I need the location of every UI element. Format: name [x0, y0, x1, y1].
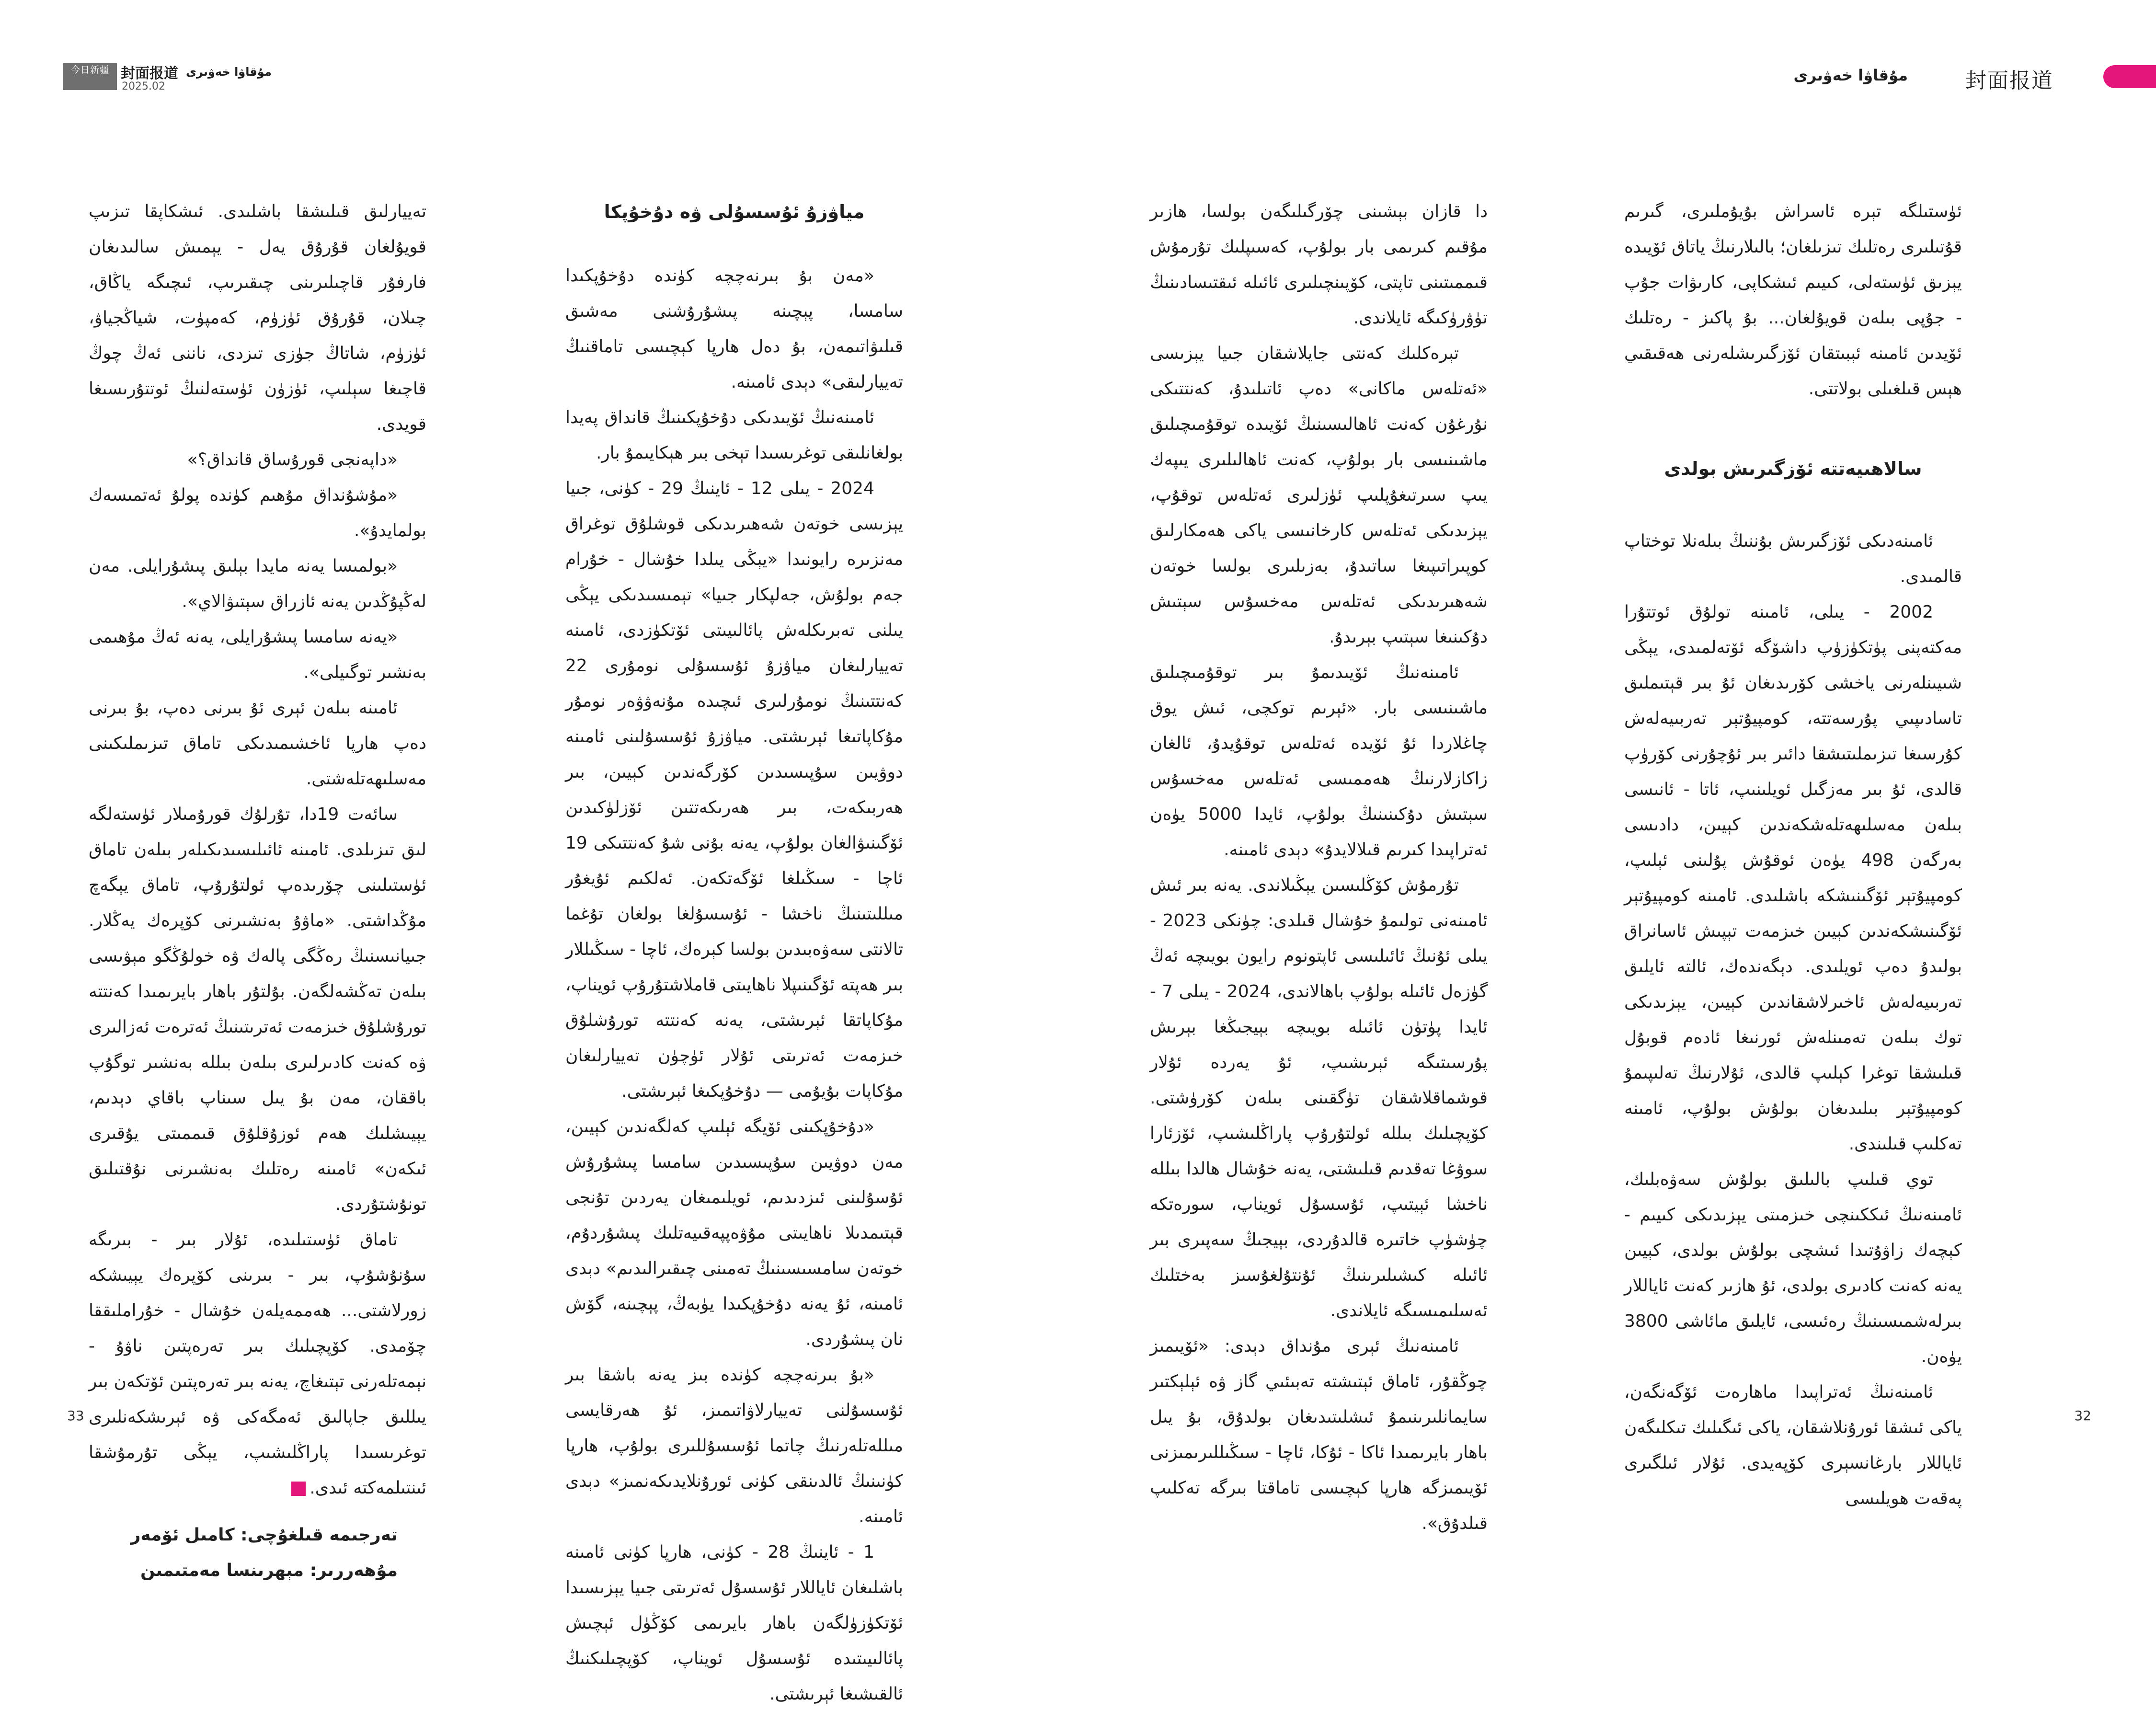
paragraph: «بولمىسا يەنە مايدا بېلىق پىشۇرايلى. مەن لەڭپۇڭدىن يەنە ئازراق سېتىۋالاي».	[89, 556, 426, 611]
paragraph: تەييارلىق قىلىشقا باشلىدى. ئىشكاپقا تىزىپ قويۇلغان قۇرۇق يەل - يېمىش سالىدىغان فارفۇر قاچىلىرىنى چىقىرىپ، ئىچىگە ياڭاق، چىلان، قۇرۇق ئۈزۈم، كەمپۈت، شياڭجياۋ، ئۈزۈم، شاتاڭ جۈزى تىزدى، ناننى ئەڭ چوڭ قاچىغا سېلىپ، ئۈزۈن ئۈستەلنىڭ ئوتتۇرىسىغا قويدى.	[89, 202, 426, 434]
paragraph: تېرەكلىك كەنتى جايلاشقان جىيا يېزىسى «ئەتلەس ماكانى» دەپ ئاتىلىدۇ، كەنتتىكى نۇرغۇن كەنت ئاھالىسىنىڭ ئۆيىدە توقۇمىچىلىق ماشىنىسى بار بولۇپ، كەنت ئاھالىلىرى يىپەك يىپ سىرتىغۇپلىپ ئۈزلىرى ئەتلەس توقۇپ، يېزىدىكى ئەتلەس كارخانىسى ياكى ھەمكارلىق كوپىراتىپىغا ساتىدۇ، بەزىلىرى بولسا خوتەن شەھىرىدىكى ئەتلەس مەخسۇس سېتىش دۇكىنىغا سېتىپ بېرىدۇ.	[1150, 344, 1488, 647]
accent-tab	[2103, 65, 2156, 88]
article-column-4	[89, 194, 426, 1580]
section-title-uyghur: مۇقاۋا خەۋىرى	[186, 65, 272, 79]
section-heading: سالاھىيەتتە ئۆزگىرىش بولدى	[1664, 458, 1922, 479]
paragraph: دا قازان بېشىنى چۆرگىلىگەن بولسا، ھازىر مۇقىم كىرىمى بار بولۇپ، كەسىپلىك تۇرمۇش قىممىتىنى تاپتى، كۆپىنچىلىرى ئائىلە ئىقتىسادىنىڭ تۈۋرۈكىگە ئايلاندى.	[1150, 202, 1488, 328]
paragraph: ئامىنەدىكى ئۆزگىرىش بۇننىڭ بىلەنلا توختاپ قالمىدى.	[1624, 531, 1962, 586]
article-column-2	[1150, 194, 1488, 1533]
paragraph: ئامىنە بىلەن ئېرى ئۇ بىرنى دەپ، بۇ بىرنى دەپ ھارپا ئاخشىمىدىكى تاماق تىزىملىكىنى مەسلىھەتلەشتى.	[89, 698, 426, 789]
magazine-logo: 今日新疆	[63, 63, 117, 90]
page-number-right: 32	[2074, 1408, 2091, 1424]
paragraph: 2024 - يىلى 12 - ئاينىڭ 29 - كۈنى، جىيا يېزىسى خوتەن شەھىرىدىكى قوشلۇق توغراق مەنزىرە رايونىدا «يېڭى يىلدا خۇشال - خۇرام جەم بولۇش، جەلپكار جىيا» تېمىسىدىكى يېڭى يىلنى تەبرىكلەش پائالىيىتى ئۆتكۈزدى، ئامىنە تەييارلىغان مياۋزۇ ئۇسسۇلى نومۇرى 22 كەنتتىنىڭ نومۇرلىرى ئىچىدە مۇنەۋۋەر نومۇر مۇكاپاتىغا ئېرىشتى. مياۋزۇ ئۇسسۇلىنى ئامىنە دوۋيىن سۇپىسىدىن كۆرگەندىن كېيىن، بىر ھەربىكەت، بىر ھەرىكەتتىن ئۆزلۈكىدىن ئۆگىنىۋالغان بولۇپ، يەنە بۇنى شۇ كەنتتىكى 19 ئاچا - سىڭىلغا ئۆگەتكەن. ئەلكىم ئۇيغۇر مىللىتىنىڭ ناخشا - ئۇسسۇلغا بولغان تۇغما تالانتى سەۋەبىدىن بولسا كېرەك، ئاچا - سىڭىللار بىر ھەپتە ئۆگىنىپلا ناھايىتى قاملاشتۇرۇپ ئويناپ، مۇكاپاتقا ئېرىشتى، يەنە كەنتتە تورۇشلۇق خىزمەت ئەترىتى ئۇلار ئۈچۈن تەييارلىغان مۇكاپات بۇيۇمى — دۇخۇپكىغا ئېرىشتى.	[565, 479, 903, 1101]
paragraph: «بۇ بىرنەچچە كۈندە بىز يەنە باشقا بىر ئۇسسۇلنى تەييارلاۋاتىمىز، ئۇ ھەرقايسى مىللەتلەرنىڭ چاتما ئۇسسۇللىرى بولۇپ، ھارپا كۈنىنىڭ ئالدىنقى كۈنى ئورۇنلايدىكەنمىز» دېدى ئامىنە.	[565, 1365, 903, 1527]
header-right	[1793, 58, 2156, 93]
paragraph: «مۇشۇنداق مۇھىم كۈندە پولۇ ئەتمىسەك بولمايدۇ».	[89, 485, 426, 540]
paragraph: ئۈستىلگە تېرە ئاسراش بۇيۇملىرى، گىرىم قۇتىلىرى رەتلىك تىزىلغان؛ بالىلارنىڭ ياتاق ئۆيىدە يېزىق ئۈستەلى، كىيىم ئىشكاپى، كارىۋات جۇپ - جۇپى بىلەن قويۇلغان... بۇ پاكىز - رەتلىك ئۆيدىن ئامىنە ئېبىتقان ئۆزگىرىشلەرنى ھەقىقىي ھېس قىلغىلى بولاتتى.	[1624, 202, 1962, 399]
paragraph: «دۇخۇپكىنى ئۆيگە ئېلىپ كەلگەندىن كېيىن، مەن دوۋيىن سۇپىسىدىن سامسا پىشۇرۇش ئۇسۇلىنى ئىزدىدىم، ئويلىمىغان يەردىن تۇنجى قېتىمدىلا ناھايىتى مۇۋەپپەقىيەتلىك پىشۇردۇم، خوتەن سامسىسىنىڭ تەمىنى چىقىرالىدىم» دېدى ئامىنە، ئۇ يەنە دۇخۇپكىدا يۈبەڭ، پېچىنە، گۆش نان پىشۇردى.	[565, 1117, 903, 1349]
paragraph: ئامىنەنىڭ ئۆيىدىكى دۇخۇپكىنىڭ قانداق پەيدا بولغانلىقى توغرىسىدا تېخى بىر ھېكايىمۇ بار.	[565, 408, 903, 463]
paragraph: توي قىلىپ بالىلىق بولۇش سەۋەبلىك، ئامىنەنىڭ ئىككىنچى خىزمىتى يېزىدىكى كىيىم - كېچەك زاۋۇتىدا ئىشچى بولۇش بولدى، كېيىن يەنە كەنت كادىرى بولدى، ئۇ ھازىر كەنت ئاياللار بىرلەشمىسىنىڭ رەئىسى، ئايلىق مائاشى 3800 يۈەن.	[1624, 1170, 1962, 1367]
paragraph	[89, 1222, 426, 1506]
article-end-mark: J	[291, 1482, 306, 1496]
paragraph: 1 - ئاينىڭ 28 - كۈنى، ھارپا كۈنى ئامىنە باشلىغان ئاياللار ئۇسسۇل ئەترىتى جىيا يېزىسىدا ئۆتكۈزۈلگەن باھار بايرىمى كۆڭۈل ئېچىش پائالىيىتىدە ئۇسسۇل ئويناپ، كۆپچىلىكنىڭ ئالقىشىغا ئېرىشتى.	[565, 1542, 903, 1704]
paragraph: «داپەنجى قورۇساق قانداق؟»	[187, 450, 398, 470]
section-title: 封面报道	[121, 65, 178, 82]
paragraph: ئامىنەنىڭ ئەتراپىدا ماھارەت ئۆگەنگەن، ياكى ئىشقا ئورۇنلاشقان، ياكى ئىگىلىك تىكلىگەن ئاياللار بارغانسېرى كۆپەيدى. ئۇلار ئىلگىرى پەقەت ھويلىسى	[1624, 1382, 1962, 1508]
paragraph: «يەنە سامسا پىشۇرايلى، يەنە ئەڭ مۇھىمى بەنشىر توگىيلى».	[89, 627, 426, 682]
paragraph-text: تاماق ئۈستىلىدە، ئۇلار بىر - بىرىگە سۇنۇشۇپ، بىر - بىرىنى كۆپرەك يېيىشكە زورلاشتى... ھەممەيلەن خۇشال - خۇراملىققا چۆمدى. كۆپچىلىك بىر تەرەپتىن ناۋۇ - نېمەتلەرنى تېتىغاچ، يەنە بىر تەرەپتىن ئۆتكەن بىر يىللىق جاپالىق ئەمگەكى ۋە ئېرىشكەنلىرى توغرىسىدا پاراڭلىشىپ، يېڭى تۇرمۇشقا ئىنتىلمەكتە ئىدى.	[89, 1230, 426, 1498]
paragraph: 2002 - يىلى، ئامىنە تولۇق ئوتتۇرا مەكتەپنى پۈتكۈزۈپ داشۆگە ئۆتەلمىدى، يېڭى شىيىنلەرنى ياخشى كۆرىدىغان ئۇ بىر قېتىملىق تاسادىپىي پۇرسەتتە، كومپيۇتېر تەربىيەلەش كۇرسىغا تىزىملىتىشقا دائىر بىر ئۇچۇرنى كۆرۈپ قالدى، ئۇ بىر مەزگىل ئويلىنىپ، ئاتا - ئانىسى بىلەن مەسلىھەتلەشكەندىن كېيىن، دادىسى بەرگەن 498 يۈەن ئوقۇش پۇلىنى ئېلىپ، كومپيۇتېر ئۆگىنىشكە باشلىدى. ئامىنە كومپيۇتېر ئۆگىنىشكەندىن كېيىن خىزمەت تېپىش ئاسانراق بولىدۇ دەپ ئويلىدى. دېگەندەك، ئالتە ئايلىق تەربىيەلەش ئاخىرلاشقاندىن كېيىن، يېزىدىكى توك بىلەن تەمىنلەش ئورنىغا ئادەم قوبۇل قىلىشقا توغرا كېلىپ قالدى، ئۇلارنىڭ تەلىپىمۇ كومپيۇتېر بىلىدىغان بولۇش بولۇپ، ئامىنە تەكلىپ قىلىندى.	[1624, 602, 1962, 1154]
paragraph: تۇرمۇش كۆڭلىسىن يېڭىلاندى. يەنە بىر ئىش ئامىنەنى تولىمۇ خۇشال قىلدى: چۈنكى 2023 - يىلى ئۇنىڭ ئائىلىسى ئاپتونوم رايون بويىچە ئەڭ گۈزەل ئائىلە بولۇپ باھالاندى، 2024 - يىلى 7 - ئايدا پۈتۈن ئائىلە بويىچە بېيجىڭغا بېرىش پۇرسىتىگە ئېرىشىپ، ئۇ يەردە ئۇلار قوشماقلاشقان تۈگقىنى بىلەن كۆرۈشتى. كۆپچىلىك بىللە ئولتۇرۇپ پاراڭلىشىپ، ئۆزئارا سوۋغا تەقدىم قىلىشتى، يەنە خۇشال ھالدا بىللە ناخشا ئېيتىپ، ئۇسسۇل ئويناپ، سورەتكە چۈشۈپ خاتىرە قالدۇردى، بېيجىڭ سەپىرى بىر ئائىلە كىشىلىرىنىڭ ئۇنتۇلغۇسىز بەختلىك ئەسلىمىسىگە ئايلاندى.	[1150, 875, 1488, 1321]
issue-date: 2025.02	[122, 80, 165, 92]
section-title: 封面报道	[1965, 69, 2053, 93]
translator-credit: تەرجىمە قىلغۇچى: كامىل ئۆمەر	[130, 1525, 398, 1545]
article-column-1	[1624, 194, 1962, 1508]
editor-credit: مۇھەررىر: مېھرىنسا مەمتىمىن	[140, 1561, 398, 1580]
article-credits	[89, 1517, 426, 1588]
paragraph: ئامىنەنىڭ ئېرى مۇنداق دېدى: «ئۆيىمىز چوڭقۇر، ئاماق ئېتىشتە تەبىئىي گاز ۋە ئېلېكتىر سايمانلىرىنىمۇ ئىشلىتىدىغان بولدۇق، بۇ يىل باھار بايرىمىدا ئاكا - ئۇكا، ئاچا - سىڭىللىرىمىزنى ئۆيىمىزگە ھارپا كېچىسى تاماقتا بىرگە تەكلىپ قىلدۇق».	[1150, 1336, 1488, 1533]
section-title-uyghur: مۇقاۋا خەۋىرى	[1793, 66, 1908, 84]
article-column-3	[565, 194, 903, 1704]
paragraph: سائەت 19دا، تۇرلۇك قورۇمىلار ئۈستەلگە لىق تىزىلدى. ئامىنە ئائىلىسىدىكىلەر بىلەن تاماق ئۈستىلىنى چۆرىدەپ ئولتۇرۇپ، تاماق يېگەچ مۇڭداشتى. «ماۋۇ بەنشىرنى كۆپرەك يەڭلار. جىيانىسنىڭ رەڭگى پالەك ۋە خولۇڭگو مېۋىسى بىلەن تەڭشەلگەن. بۇلتۇر باھار بايرىمىدا كەنتتە تورۇشلۇق خىزمەت ئەترىتىنىڭ ئەترەت ئەزالىرى ۋە كەنت كادىرلىرى بىلەن بىللە بەنشىر توگۇپ باققان، مەن بۇ يىل سىناپ باقاي دېدىم، يېيىشلىك ھەم ئوزۇقلۇق قىممىتى يۇقىرى ئىكەن» ئامىنە رەتلىك بەنشىرنى نۇقتىلىق تونۇشتۇردى.	[89, 804, 426, 1214]
paragraph: ئامىنەنىڭ ئۆيىدىمۇ بىر توقۇمىچىلىق ماشىنىسى بار. «ئېرىم توكچى، ئىش يوق چاغلاردا ئۇ ئۆيدە ئەتلەس توقۇيدۇ، ئالغان زاكازلارنىڭ ھەممىسى ئەتلەس مەخسۇس سېتىش دۇكىنىنىڭ بولۇپ، ئايدا 5000 يۈەن ئەتراپىدا كىرىم قىلالايدۇ» دېدى ئامىنە.	[1150, 663, 1488, 860]
section-heading: مياۋزۇ ئۇسسۇلى ۋە دۇخۇپكا	[604, 201, 865, 222]
page-number-left: 33	[67, 1408, 84, 1424]
paragraph: «مەن بۇ بىرنەچچە كۈندە دۇخۇپكىدا سامسا، پېچىنە پىشۇرۇشنى مەشىق قىلىۋاتىمەن، بۇ دەل ھارپا كېچىسى تاماقنىڭ تەييارلىقى» دېدى ئامىنە.	[565, 266, 903, 392]
